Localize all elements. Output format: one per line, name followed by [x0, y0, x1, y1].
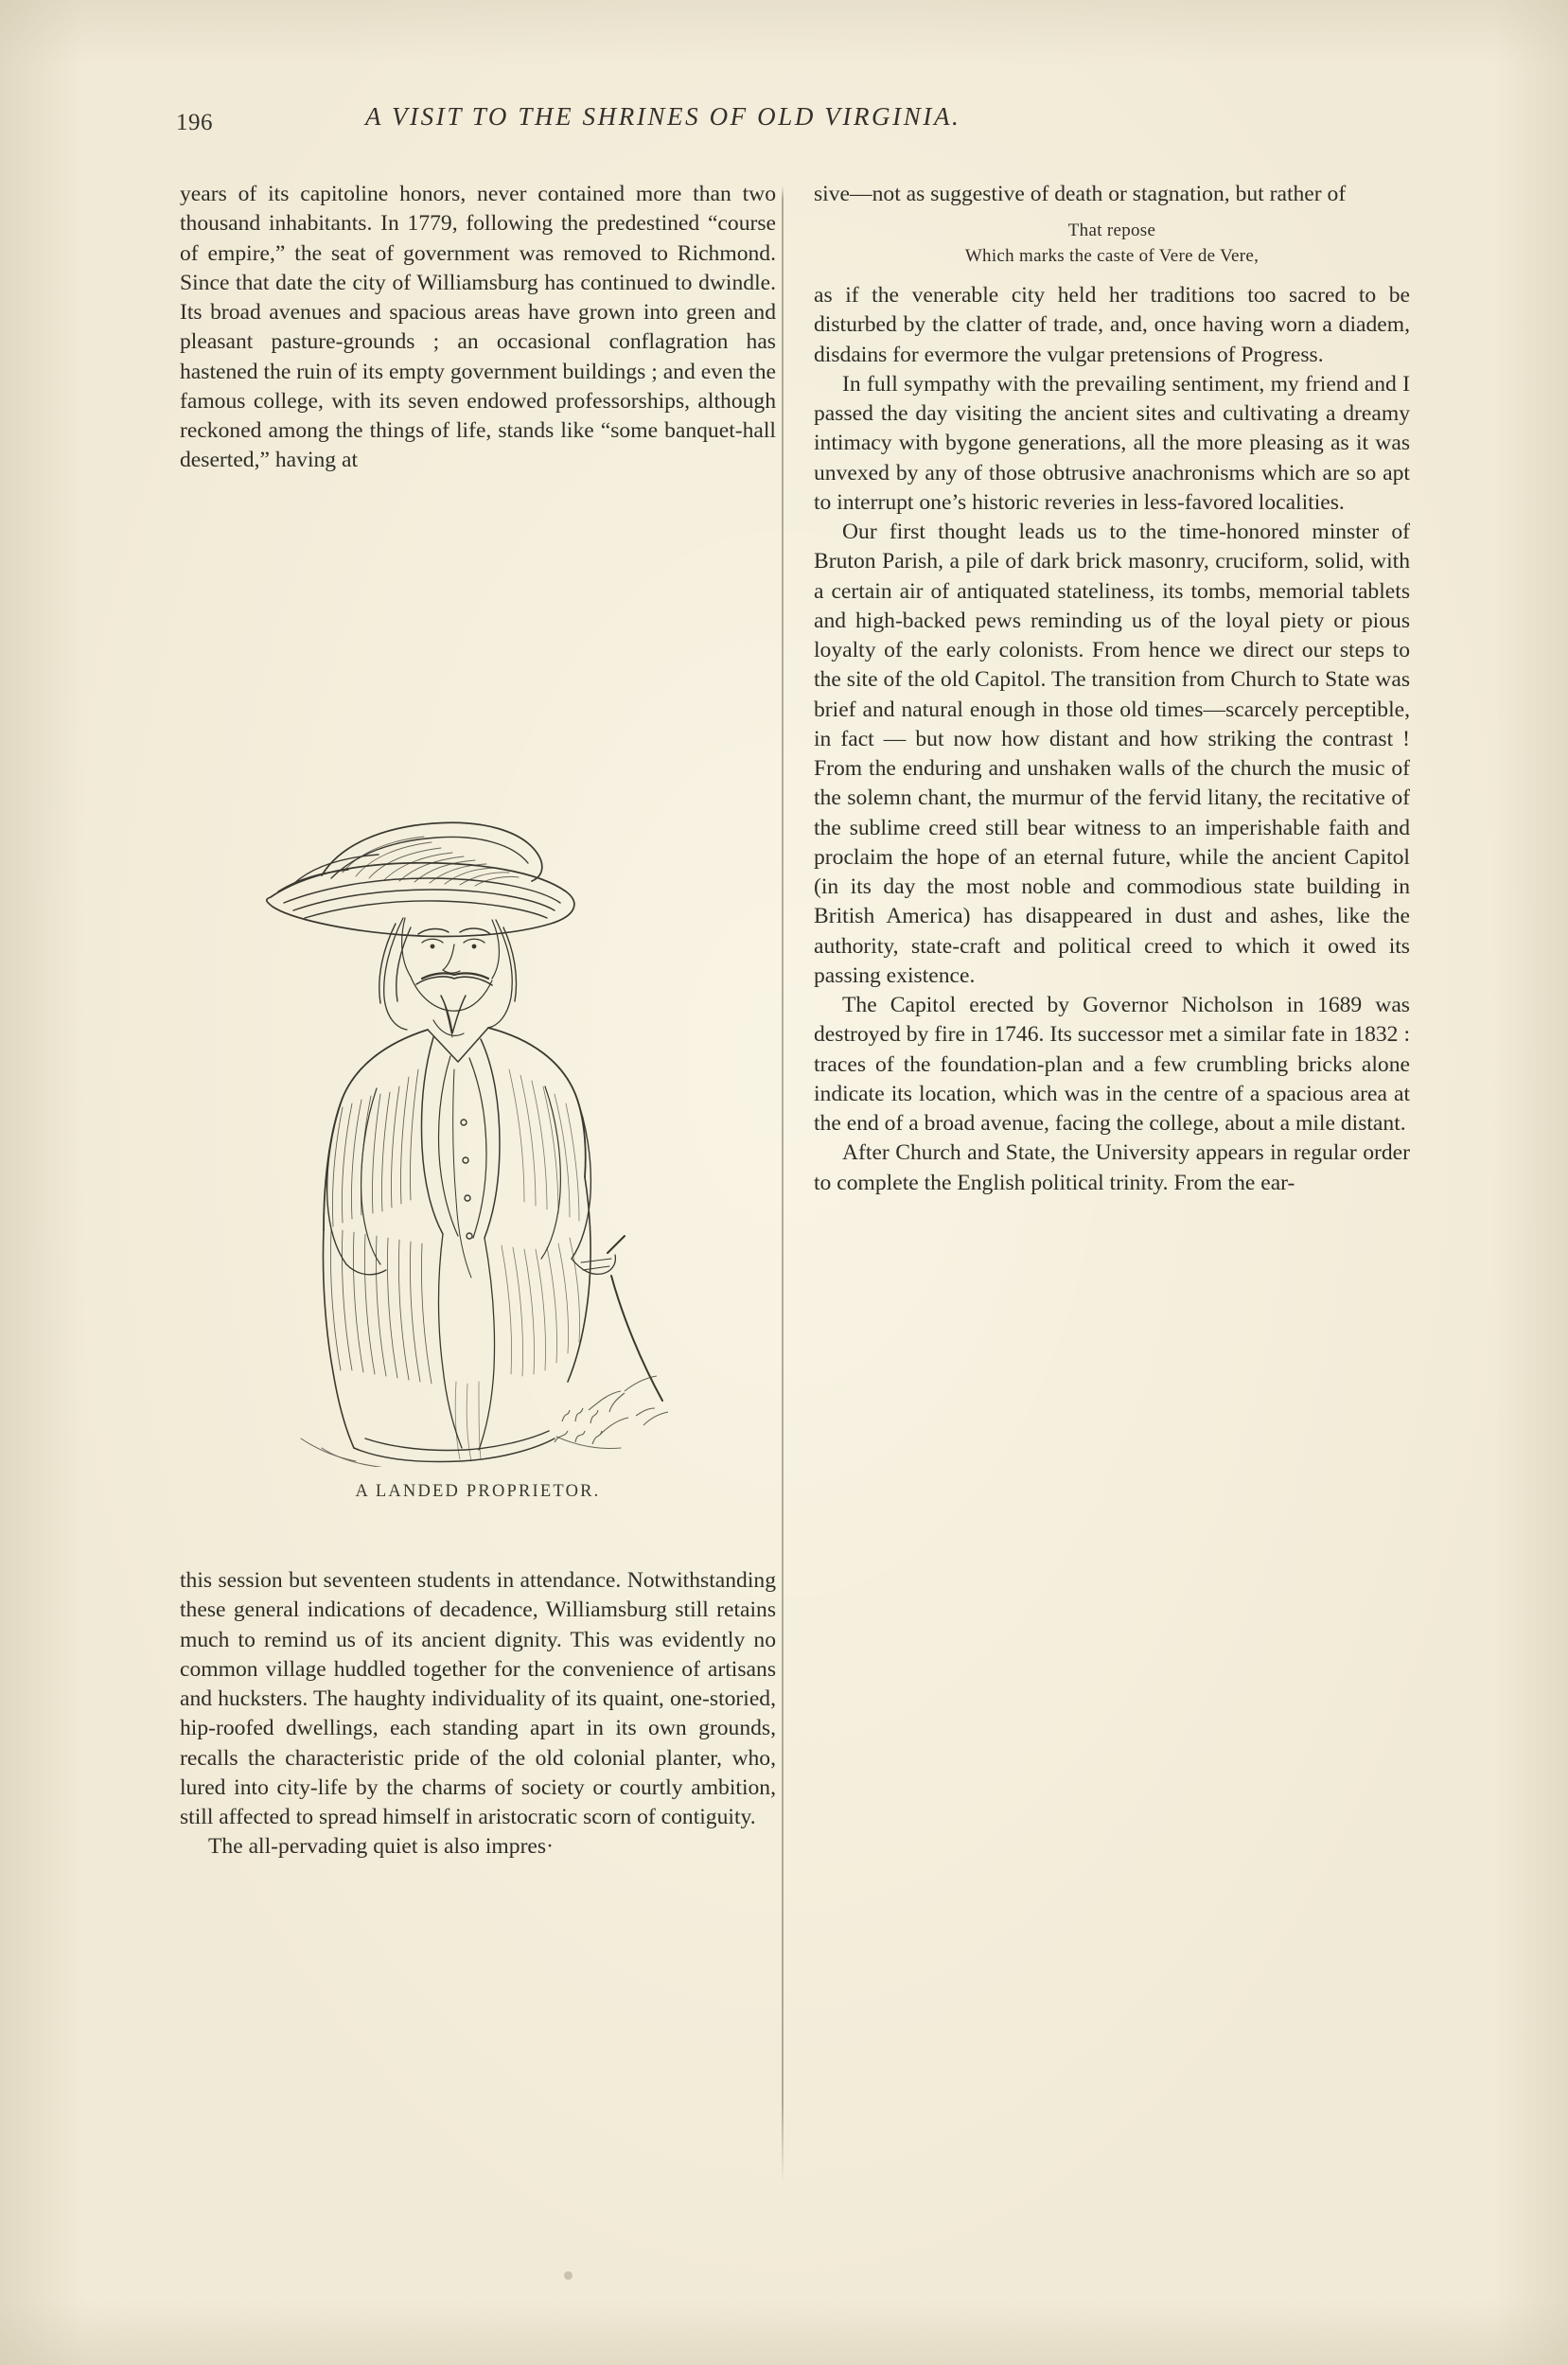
paragraph: this session but seventeen students in attendance. Notwithstanding these general indications of decadence, Williamsburg still retains much to remind us of its ancient dignity. This was evidently no common village huddled together for the convenience of artisans and hucksters. The haughty individuality of its quaint, one-storied, hip-roofed dwellings, each standing apart in its own grounds, recalls the characteristic pride of the old colonial planter, who, lured into city-life by the charms of society or courtly ambition, still affected to spread himself in aristocratic scorn of contiguity. — [180, 1568, 776, 1829]
left-column-lower — [180, 1566, 776, 1862]
engraving-plate — [180, 785, 776, 1467]
paragraph: years of its capitoline honors, never contained more than two thousand inhabitants. In 1779, following the predestined “course of empire,” the seat of government was removed to Richmond. Since that date the city of Williamsburg has continued to dwindle. Its broad avenues and spacious areas have grown into green and pleasant pasture-grounds ; an occasional conflagration has hastened the ruin of its empty government buildings ; and even the famous college, with its seven endowed professorships, although reckoned among the things of life, stands like “some banquet-hall deserted,” having at — [180, 182, 776, 473]
page-speck — [564, 2271, 573, 2280]
verse-line: That repose — [1067, 221, 1156, 241]
paragraph: as if the venerable city held her traditions too sacred to be disturbed by the clatter of trade, and, once having worn a diadem, disdains for evermore the vulgar pretensions of Progress. — [814, 283, 1410, 367]
left-column-upper — [180, 180, 776, 748]
paragraph: After Church and State, the University appears in regular order to complete the English political trinity. From the ear- — [814, 1140, 1410, 1195]
paragraph: In full sympathy with the prevailing sentiment, my friend and I passed the day visiting the ancient sites and cultivating a dreamy intimacy with bygone generations, all the more pleasing as it was unvexed by any of those obtrusive anachronisms which are so apt to interrupt one’s historic reveries in less-favored localities. — [814, 371, 1410, 515]
paragraph: The Capitol erected by Governor Nicholson in 1689 was destroyed by fire in 1746. Its successor met a similar fate in 1832 : traces of the foundation-plan and a few crumbling bricks alone indicate its location, which was in the centre of a spacious area at the end of a broad avenue, facing the college, about a mile distant. — [814, 993, 1410, 1137]
paragraph: sive—not as suggestive of death or stagnation, but rather of — [814, 182, 1347, 206]
running-head — [176, 102, 1398, 136]
figure-caption: A LANDED PROPRIETOR. — [355, 1482, 601, 1501]
running-head-title: A VISIT TO THE SHRINES OF OLD VIRGINIA. — [365, 102, 961, 131]
column-divider-rule — [782, 185, 784, 2182]
right-column — [814, 180, 1410, 1198]
page-number: 196 — [176, 110, 213, 135]
verse-quotation — [814, 219, 1410, 270]
paragraph: The all-pervading quiet is also impres· — [208, 1834, 554, 1860]
verse-line: Which marks the caste of Vere de Vere, — [964, 246, 1260, 267]
paragraph: Our first thought leads us to the time-honored minster of Bruton Parish, a pile of dark brick masonry, cruciform, solid, with a certain air of antiquated stateliness, its tombs, memorial tablets and high-backed pews reminding us of the loyal piety or pious loyalty of the early colonists. From hence we direct our steps to the site of the old Capitol. The transition from Church to State was brief and natural enough in those old times—scarcely perceptible, in fact — but now how distant and how striking the contrast ! From the enduring and unshaken walls of the church the music of the solemn chant, the murmur of the fervid litany, the recitative of the sublime creed still bear witness to an imperishable faith and proclaim the hope of an eternal future, while the ancient Capitol (in its day the most noble and commodious state building in British America) has disappeared in dust and ashes, like the authority, state-craft and political creed to which it owed its passing existence. — [814, 520, 1410, 988]
landed-proprietor-engraving — [180, 785, 776, 1467]
illustration-figure — [180, 785, 776, 1502]
engraving-signature — [555, 1376, 668, 1444]
